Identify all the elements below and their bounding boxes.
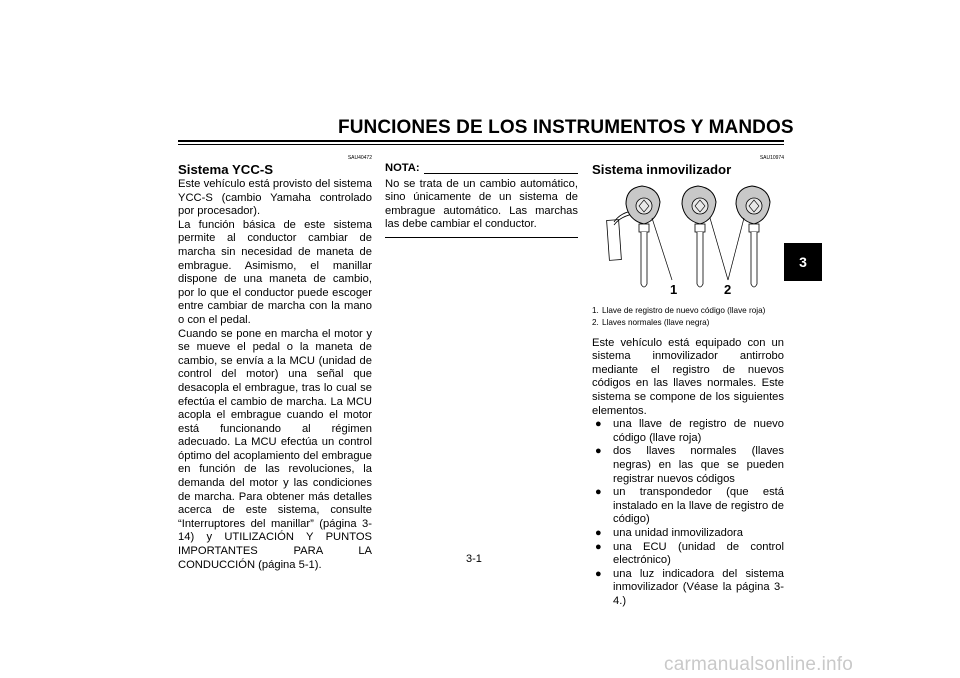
caption: 1. Llave de registro de nuevo código (llave roja) [592,305,766,315]
nota-end-rule [385,237,578,238]
paragraph: La función básica de este sistema permite al conductor cambiar de marcha sin necesidad de maneta de embrague. Asimismo, el manillar dispone de una maneta de cambio, por lo que el conductor puede escoger entre cambiar de marcha con la mano o con el pedal. [178,218,372,326]
list-item: ● dos llaves normales (llaves negras) en las que se pueden registrar nuevos códigos [592,445,784,486]
nota-header [385,162,578,176]
bullet-icon: ● [595,526,602,539]
key-icon [626,186,660,287]
section-title-inmovilizador: Sistema inmovilizador [592,162,732,177]
middle-column [385,155,578,238]
header-rule-thin [178,144,784,145]
watermark[interactable]: carmanualsonline.info [664,654,854,675]
bullet-icon: ● [595,540,602,553]
list-item: ● una luz indicadora del sistema inmovilizador (Véase la página 3-4.) [592,568,784,609]
list-item: ● un transpondedor (que está instalado en la llave de registro de código) [592,486,784,527]
bullet-icon: ● [595,418,602,431]
figure-label-2: 2 [724,282,732,297]
bullet-icon: ● [595,486,602,499]
components-list [592,418,784,608]
list-item: ● una llave de registro de nuevo código (llave roja) [592,418,784,445]
page-header-title: FUNCIONES DE LOS INSTRUMENTOS Y MANDOS [338,117,794,138]
bullet-icon: ● [595,445,602,458]
figure-label-1: 1 [670,282,678,297]
bullet-icon: ● [595,567,602,580]
right-column [592,155,784,608]
list-item: ● una ECU (unidad de control electrónico) [592,541,784,568]
key-icon [682,186,716,287]
section-code: SAU40472 [347,155,372,161]
nota-rule [424,173,578,174]
section-code: SAU10974 [759,155,784,161]
keys-figure [592,180,784,300]
list-item: ● una unidad inmovilizadora [592,527,784,541]
nota-label: NOTA: [385,162,420,174]
caption: 2. Llaves normales (llave negra) [592,318,710,328]
chapter-tab[interactable]: 3 [784,243,822,281]
section-title-ycc-s: Sistema YCC-S [178,162,274,177]
page-number: 3-1 [466,553,482,565]
left-column [178,155,372,572]
paragraph: Este vehículo está provisto del sistema YCC-S (cambio Yamaha controlado por procesador). [178,178,372,218]
paragraph: Cuando se pone en marcha el motor y se mueve el pedal o la maneta de cambio, se envía a la MCU (unidad de control del motor) una señal que desacopla el embrague, tras lo cual se efectúa el cambio de marcha. La MCU acopla el embrague cuando el motor está funcionando al régimen adecuado. La MCU efectúa un control óptimo del acoplamiento del embrague en función de las revoluciones, la demanda del motor y las condiciones de marcha. Para obtener más detalles acerca de este sistema, consulte “Interruptores del manillar” (página 3-14) y UTILIZACIÓN Y PUNTOS IMPORTANTES PARA LA CONDUCCIÓN (página 5-1). [178,327,372,571]
header-rule [178,140,784,142]
intro-paragraph: Este vehículo está equipado con un sistema inmovilizador antirrobo mediante el registro de nuevos códigos en las llaves normales. Este sistema se compone de los siguientes elementos. [592,336,784,417]
key-icon [736,186,770,287]
figure-captions [592,305,784,330]
nota-text: No se trata de un cambio automático, sino únicamente de un sistema de embrague automático. Las marchas las debe cambiar el conductor. [385,177,578,231]
